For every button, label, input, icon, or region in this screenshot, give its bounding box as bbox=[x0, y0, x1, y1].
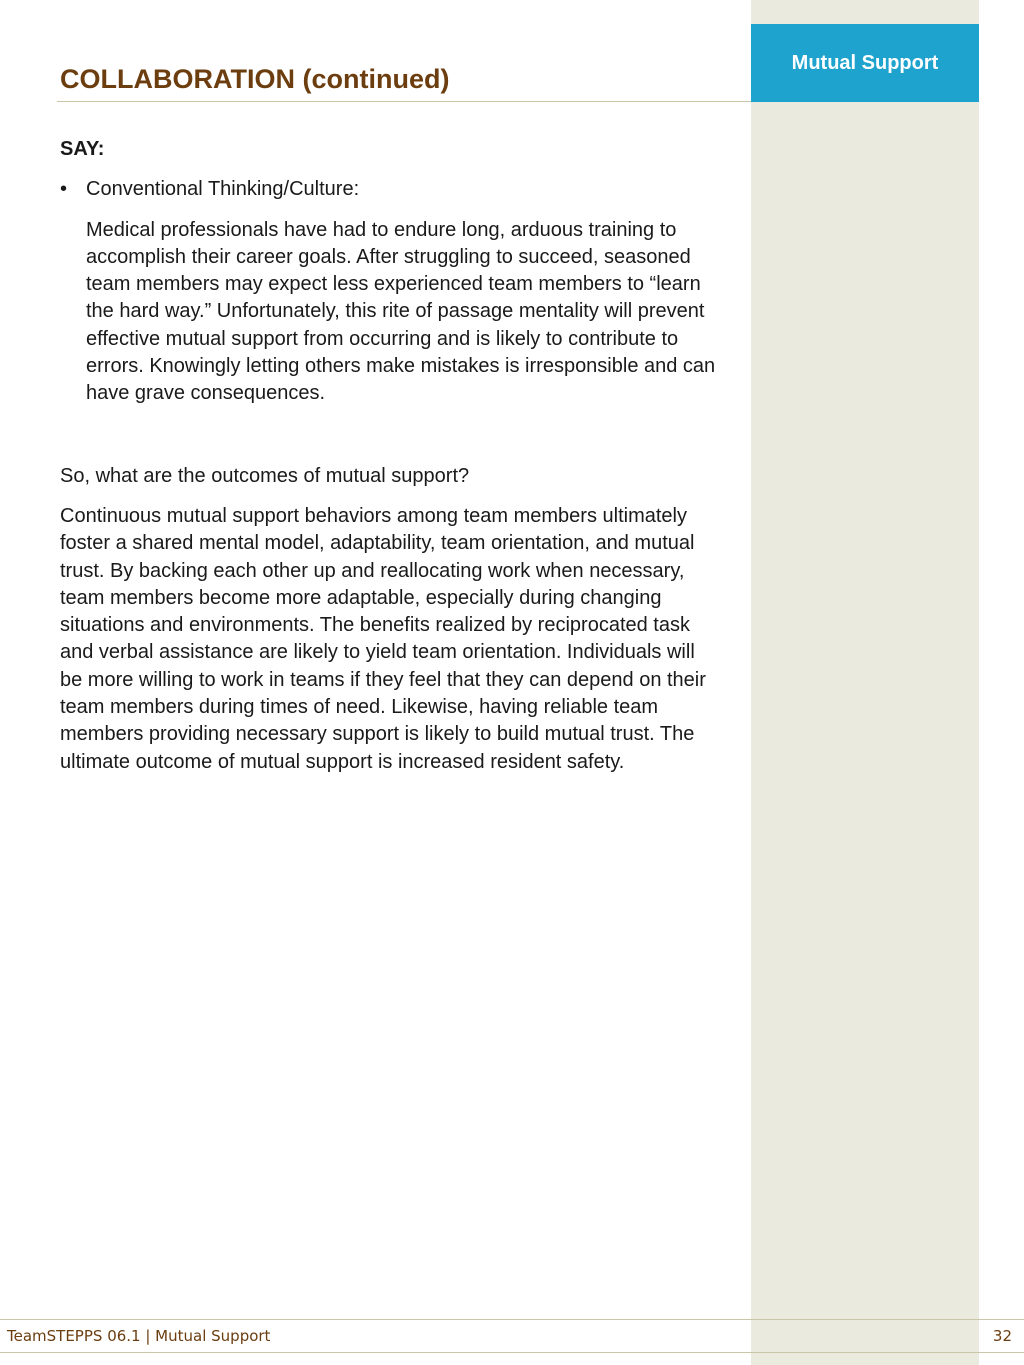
say-label: SAY: bbox=[60, 138, 105, 160]
right-sidebar-panel bbox=[751, 0, 979, 1365]
bullet-icon: • bbox=[60, 178, 68, 201]
footer-divider-top bbox=[0, 1319, 1024, 1320]
page-number: 32 bbox=[992, 1327, 1012, 1345]
bullet-paragraph: Medical professionals have had to endure long, arduous training to accomplish their career goals. After struggling to succeed, seasoned team members may expect less experienced team members to “learn the hard way.” Unfortunately, this rite of passage mentality will prevent effective mutual support from occurring and is likely to contribute to errors. Knowingly letting others make mistakes is irresponsible and can have grave consequences. bbox=[86, 218, 716, 405]
question-text: So, what are the outcomes of mutual support? bbox=[60, 464, 470, 487]
footer-divider-bottom bbox=[0, 1352, 1024, 1353]
main-content bbox=[60, 136, 720, 776]
section-tab: Mutual Support bbox=[751, 24, 979, 102]
page-title: COLLABORATION (continued) bbox=[60, 64, 450, 94]
bullet-item bbox=[60, 176, 720, 203]
title-divider bbox=[57, 101, 751, 102]
bullet-heading: Conventional Thinking/Culture: bbox=[86, 178, 360, 201]
footer-label: TeamSTEPPS 06.1 | Mutual Support bbox=[7, 1327, 271, 1345]
body-paragraph: Continuous mutual support behaviors among team members ultimately foster a shared mental model, adaptability, team orientation, and mutual trust. By backing each other up and reallocating work when necessary, team members become more adaptable, especially during changing situations and environments. The benefits realized by reciprocated task and verbal assistance are likely to yield team orientation. Individuals will be more willing to work in teams if they feel that they can depend on their team members during times of need. Likewise, having reliable team members providing necessary support is likely to build mutual trust. The ultimate outcome of mutual support is increased resident safety. bbox=[60, 504, 706, 773]
